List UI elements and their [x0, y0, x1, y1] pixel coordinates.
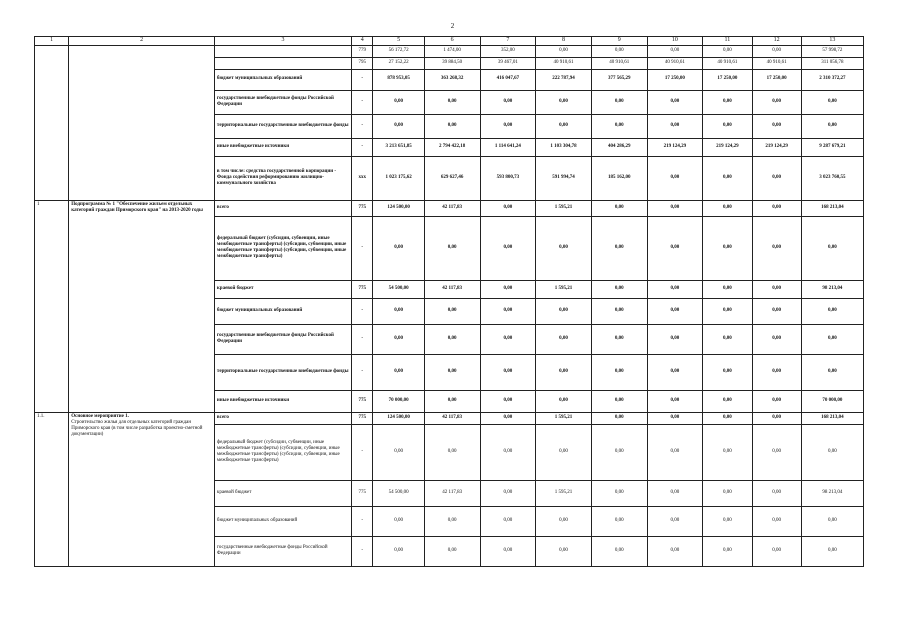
funding-source: всего	[214, 412, 351, 424]
amount-cell: 185 162,00	[591, 156, 647, 200]
amount-cell: 0,00	[801, 354, 863, 390]
amount-cell: 0,00	[647, 354, 703, 390]
funding-source: бюджет муниципальных образований	[214, 506, 351, 536]
amount-cell: 0,00	[480, 480, 536, 506]
grbs-code: -	[352, 90, 373, 114]
grbs-code: -	[352, 138, 373, 156]
amount-cell: 0,00	[591, 200, 647, 216]
amount-cell: 0,00	[373, 216, 424, 280]
funding-source: краевой бюджет	[214, 280, 351, 298]
amount-cell: 40 910,61	[647, 57, 703, 69]
amount-cell: 0,00	[536, 45, 592, 57]
funding-source: федеральный бюджет (субсидии, субвенции, иные межбюджетные трансферты) (субсидии, субвенции, иные межбюджетные трансферты) (субсидии, субвенции, иные межбюджетные трансферты)	[214, 216, 351, 280]
amount-cell: 42 117,83	[424, 412, 480, 424]
amount-cell: 0,00	[703, 424, 752, 480]
table-row	[35, 412, 864, 424]
amount-cell: 0,00	[801, 90, 863, 114]
amount-cell: 0,00	[752, 506, 801, 536]
amount-cell: 1 595,21	[536, 412, 592, 424]
amount-cell: 0,00	[703, 354, 752, 390]
funding-source: иные внебюджетные источники	[214, 390, 351, 412]
column-number-row	[35, 37, 864, 46]
amount-cell: 0,00	[703, 90, 752, 114]
amount-cell: 54 500,00	[373, 480, 424, 506]
amount-cell: 0,00	[752, 200, 801, 216]
amount-cell: 0,00	[480, 390, 536, 412]
amount-cell: 0,00	[591, 114, 647, 138]
column-number: 6	[424, 37, 480, 46]
amount-cell: 0,00	[752, 45, 801, 57]
amount-cell: 0,00	[480, 200, 536, 216]
amount-cell: 416 047,67	[480, 69, 536, 90]
amount-cell: 0,00	[752, 536, 801, 566]
amount-cell: 0,00	[647, 200, 703, 216]
amount-cell: 593 800,73	[480, 156, 536, 200]
amount-cell: 17 250,00	[703, 69, 752, 90]
amount-cell: 0,00	[647, 412, 703, 424]
amount-cell: 0,00	[591, 45, 647, 57]
amount-cell: 0,00	[591, 390, 647, 412]
amount-cell: 0,00	[480, 216, 536, 280]
amount-cell: 0,00	[703, 280, 752, 298]
grbs-code: -	[352, 216, 373, 280]
amount-cell: 0,00	[647, 156, 703, 200]
amount-cell: 2 794 422,18	[424, 138, 480, 156]
amount-cell: 0,00	[647, 424, 703, 480]
amount-cell: 27 152,22	[373, 57, 424, 69]
item-number: 1	[35, 200, 69, 412]
amount-cell: 0,00	[536, 536, 592, 566]
amount-cell: 352,00	[480, 45, 536, 57]
amount-cell: 168 213,04	[801, 412, 863, 424]
amount-cell: 0,00	[703, 536, 752, 566]
amount-cell: 0,00	[647, 90, 703, 114]
amount-cell: 0,00	[801, 324, 863, 354]
column-number: 8	[536, 37, 592, 46]
amount-cell: 70 000,00	[801, 390, 863, 412]
amount-cell: 377 565,29	[591, 69, 647, 90]
amount-cell: 0,00	[801, 216, 863, 280]
amount-cell: 0,00	[536, 354, 592, 390]
amount-cell: 0,00	[480, 412, 536, 424]
item-name	[69, 200, 215, 412]
funding-source: иные внебюджетные источники	[214, 138, 351, 156]
amount-cell: 1 595,21	[536, 200, 592, 216]
column-number: 2	[69, 37, 215, 46]
amount-cell: 0,00	[424, 354, 480, 390]
amount-cell: 0,00	[373, 424, 424, 480]
amount-cell: 0,00	[424, 90, 480, 114]
amount-cell: 40 910,61	[591, 57, 647, 69]
column-number: 13	[801, 37, 863, 46]
column-number: 3	[214, 37, 351, 46]
amount-cell: 0,00	[591, 412, 647, 424]
amount-cell: 0,00	[703, 200, 752, 216]
grbs-code: -	[352, 424, 373, 480]
amount-cell: 0,00	[647, 114, 703, 138]
amount-cell: 0,00	[703, 216, 752, 280]
amount-cell: 0,00	[647, 298, 703, 324]
amount-cell: 40 910,61	[752, 57, 801, 69]
amount-cell: 0,00	[424, 216, 480, 280]
column-number: 9	[591, 37, 647, 46]
amount-cell: 0,00	[647, 506, 703, 536]
amount-cell: 0,00	[647, 45, 703, 57]
amount-cell: 0,00	[480, 298, 536, 324]
amount-cell: 0,00	[536, 216, 592, 280]
amount-cell: 0,00	[703, 45, 752, 57]
column-number: 1	[35, 37, 69, 46]
amount-cell: 0,00	[424, 114, 480, 138]
grbs-code: -	[352, 324, 373, 354]
amount-cell: 0,00	[591, 424, 647, 480]
amount-cell: 0,00	[752, 424, 801, 480]
amount-cell: 0,00	[752, 216, 801, 280]
amount-cell: 0,00	[373, 354, 424, 390]
funding-source: федеральный бюджет (субсидии, субвенции, иные межбюджетные трансферты) (субсидии, субвенции, иные межбюджетные трансферты) (субсидии, субвенции, иные межбюджетные трансферты)	[214, 424, 351, 480]
amount-cell: 0,00	[480, 324, 536, 354]
amount-cell: 70 000,00	[373, 390, 424, 412]
funding-source: государственные внебюджетные фонды Российской Федерации	[214, 324, 351, 354]
table-row	[35, 200, 864, 216]
amount-cell: 0,00	[480, 280, 536, 298]
funding-source: государственные внебюджетные фонды Российской Федерации	[214, 90, 351, 114]
amount-cell: 404 286,29	[591, 138, 647, 156]
amount-cell: 17 250,00	[752, 69, 801, 90]
funding-source	[214, 57, 351, 69]
amount-cell: 39 884,50	[424, 57, 480, 69]
amount-cell: 0,00	[591, 536, 647, 566]
page-number: 2	[450, 22, 455, 30]
amount-cell: 0,00	[801, 506, 863, 536]
amount-cell: 0,00	[480, 354, 536, 390]
amount-cell: 0,00	[752, 412, 801, 424]
amount-cell: 54 500,00	[373, 280, 424, 298]
amount-cell: 0,00	[536, 114, 592, 138]
amount-cell: 1 595,21	[536, 280, 592, 298]
column-number: 12	[752, 37, 801, 46]
amount-cell: 168 213,04	[801, 200, 863, 216]
amount-cell: 0,00	[703, 156, 752, 200]
amount-cell: 0,00	[703, 324, 752, 354]
amount-cell: 0,00	[752, 390, 801, 412]
amount-cell: 0,00	[647, 324, 703, 354]
amount-cell: 0,00	[536, 424, 592, 480]
amount-cell: 0,00	[373, 90, 424, 114]
funding-source: в том числе: средства государственной корпорации - Фонда содействия реформированию жилищно-коммунального хозяйства	[214, 156, 351, 200]
amount-cell: 0,00	[801, 536, 863, 566]
amount-cell: 878 953,05	[373, 69, 424, 90]
amount-cell: 0,00	[591, 280, 647, 298]
amount-cell: 311 056,78	[801, 57, 863, 69]
grbs-code: ххх	[352, 156, 373, 200]
amount-cell: 0,00	[752, 156, 801, 200]
amount-cell: 98 213,04	[801, 280, 863, 298]
funding-source: бюджет муниципальных образований	[214, 69, 351, 90]
amount-cell: 0,00	[752, 90, 801, 114]
amount-cell: 0,00	[703, 390, 752, 412]
funding-source: краевой бюджет	[214, 480, 351, 506]
amount-cell: 0,00	[373, 298, 424, 324]
grbs-code: -	[352, 69, 373, 90]
budget-table	[34, 36, 864, 567]
amount-cell: 0,00	[591, 506, 647, 536]
amount-cell: 42 117,83	[424, 280, 480, 298]
amount-cell: 40 910,61	[703, 57, 752, 69]
amount-cell: 2 310 372,27	[801, 69, 863, 90]
amount-cell: 0,00	[373, 536, 424, 566]
grbs-code: -	[352, 298, 373, 324]
amount-cell: 0,00	[703, 412, 752, 424]
amount-cell: 0,00	[424, 324, 480, 354]
amount-cell: 0,00	[591, 216, 647, 280]
amount-cell: 0,00	[591, 298, 647, 324]
column-number: 11	[703, 37, 752, 46]
amount-cell: 9 287 679,21	[801, 138, 863, 156]
amount-cell: 57 998,72	[801, 45, 863, 57]
amount-cell: 0,00	[480, 506, 536, 536]
grbs-code: -	[352, 506, 373, 536]
amount-cell: 0,00	[703, 114, 752, 138]
amount-cell: 0,00	[480, 114, 536, 138]
item-number: 1.1.	[35, 412, 69, 566]
amount-cell: 0,00	[536, 324, 592, 354]
amount-cell: 0,00	[647, 216, 703, 280]
amount-cell: 56 172,72	[373, 45, 424, 57]
amount-cell: 222 787,94	[536, 69, 592, 90]
amount-cell: 0,00	[424, 536, 480, 566]
amount-cell: 0,00	[480, 536, 536, 566]
grbs-code: -	[352, 536, 373, 566]
amount-cell: 0,00	[801, 114, 863, 138]
amount-cell: 1 023 175,62	[373, 156, 424, 200]
amount-cell: 629 627,46	[424, 156, 480, 200]
amount-cell: 0,00	[373, 114, 424, 138]
amount-cell: 0,00	[591, 324, 647, 354]
amount-cell: 40 910,61	[536, 57, 592, 69]
grbs-code: 775	[352, 200, 373, 216]
funding-source: государственные внебюджетные фонды Российской Федерации	[214, 536, 351, 566]
column-number: 10	[647, 37, 703, 46]
amount-cell: 0,00	[536, 90, 592, 114]
item-title: Основное мероприятие 1.	[71, 413, 129, 419]
amount-cell: 0,00	[703, 480, 752, 506]
amount-cell: 0,00	[480, 424, 536, 480]
amount-cell: 1 103 304,78	[536, 138, 592, 156]
amount-cell: 219 124,29	[647, 138, 703, 156]
amount-cell: 0,00	[801, 298, 863, 324]
amount-cell: 1 595,21	[536, 480, 592, 506]
amount-cell: 0,00	[752, 114, 801, 138]
funding-source: территориальные государственные внебюджетные фонды	[214, 354, 351, 390]
amount-cell: 0,00	[536, 506, 592, 536]
funding-source: всего	[214, 200, 351, 216]
amount-cell: 0,00	[801, 424, 863, 480]
amount-cell: 0,00	[536, 390, 592, 412]
amount-cell: 0,00	[373, 506, 424, 536]
amount-cell: 0,00	[752, 324, 801, 354]
grbs-code: 775	[352, 390, 373, 412]
amount-cell: 0,00	[591, 354, 647, 390]
amount-cell: 0,00	[752, 480, 801, 506]
amount-cell: 98 213,04	[801, 480, 863, 506]
item-description: Подпрограмма № 1 "Обеспечение жильем отдельных категорий граждан Приморского края" на 2013-2020 годы	[71, 201, 203, 213]
amount-cell: 0,00	[752, 280, 801, 298]
amount-cell: 0,00	[703, 298, 752, 324]
grbs-code: -	[352, 114, 373, 138]
grbs-code: 779	[352, 45, 373, 57]
amount-cell: 1 114 641,24	[480, 138, 536, 156]
column-number: 5	[373, 37, 424, 46]
column-number: 4	[352, 37, 373, 46]
amount-cell: 3 213 651,85	[373, 138, 424, 156]
amount-cell: 39 467,01	[480, 57, 536, 69]
amount-cell: 0,00	[424, 424, 480, 480]
grbs-code: 795	[352, 57, 373, 69]
funding-source: территориальные государственные внебюджетные фонды	[214, 114, 351, 138]
amount-cell: 0,00	[373, 324, 424, 354]
amount-cell: 0,00	[424, 298, 480, 324]
amount-cell: 363 268,32	[424, 69, 480, 90]
amount-cell: 219 124,29	[703, 138, 752, 156]
amount-cell: 0,00	[480, 90, 536, 114]
amount-cell: 124 500,00	[373, 412, 424, 424]
amount-cell: 0,00	[424, 390, 480, 412]
amount-cell: 0,00	[647, 536, 703, 566]
amount-cell: 0,00	[647, 280, 703, 298]
amount-cell: 0,00	[424, 506, 480, 536]
amount-cell: 0,00	[591, 480, 647, 506]
amount-cell: 3 023 760,55	[801, 156, 863, 200]
amount-cell: 219 124,29	[752, 138, 801, 156]
amount-cell: 1 474,00	[424, 45, 480, 57]
column-number: 7	[480, 37, 536, 46]
grbs-code: 775	[352, 280, 373, 298]
item-number	[35, 45, 69, 200]
amount-cell: 17 250,00	[647, 69, 703, 90]
item-description: Строительство жилья для отдельных категорий граждан Приморского края (в том числе разработка проектно-сметной документации)	[71, 419, 203, 438]
funding-source: бюджет муниципальных образований	[214, 298, 351, 324]
amount-cell: 0,00	[591, 90, 647, 114]
amount-cell: 42 117,83	[424, 480, 480, 506]
item-name	[69, 412, 215, 566]
item-name	[69, 45, 215, 200]
amount-cell: 591 994,74	[536, 156, 592, 200]
grbs-code: 775	[352, 480, 373, 506]
amount-cell: 0,00	[703, 506, 752, 536]
amount-cell: 42 117,83	[424, 200, 480, 216]
amount-cell: 0,00	[647, 390, 703, 412]
grbs-code: 775	[352, 412, 373, 424]
funding-source	[214, 45, 351, 57]
grbs-code: -	[352, 354, 373, 390]
amount-cell: 0,00	[752, 298, 801, 324]
amount-cell: 0,00	[536, 298, 592, 324]
amount-cell: 0,00	[647, 480, 703, 506]
table-row	[35, 45, 864, 57]
amount-cell: 0,00	[752, 354, 801, 390]
amount-cell: 124 500,00	[373, 200, 424, 216]
